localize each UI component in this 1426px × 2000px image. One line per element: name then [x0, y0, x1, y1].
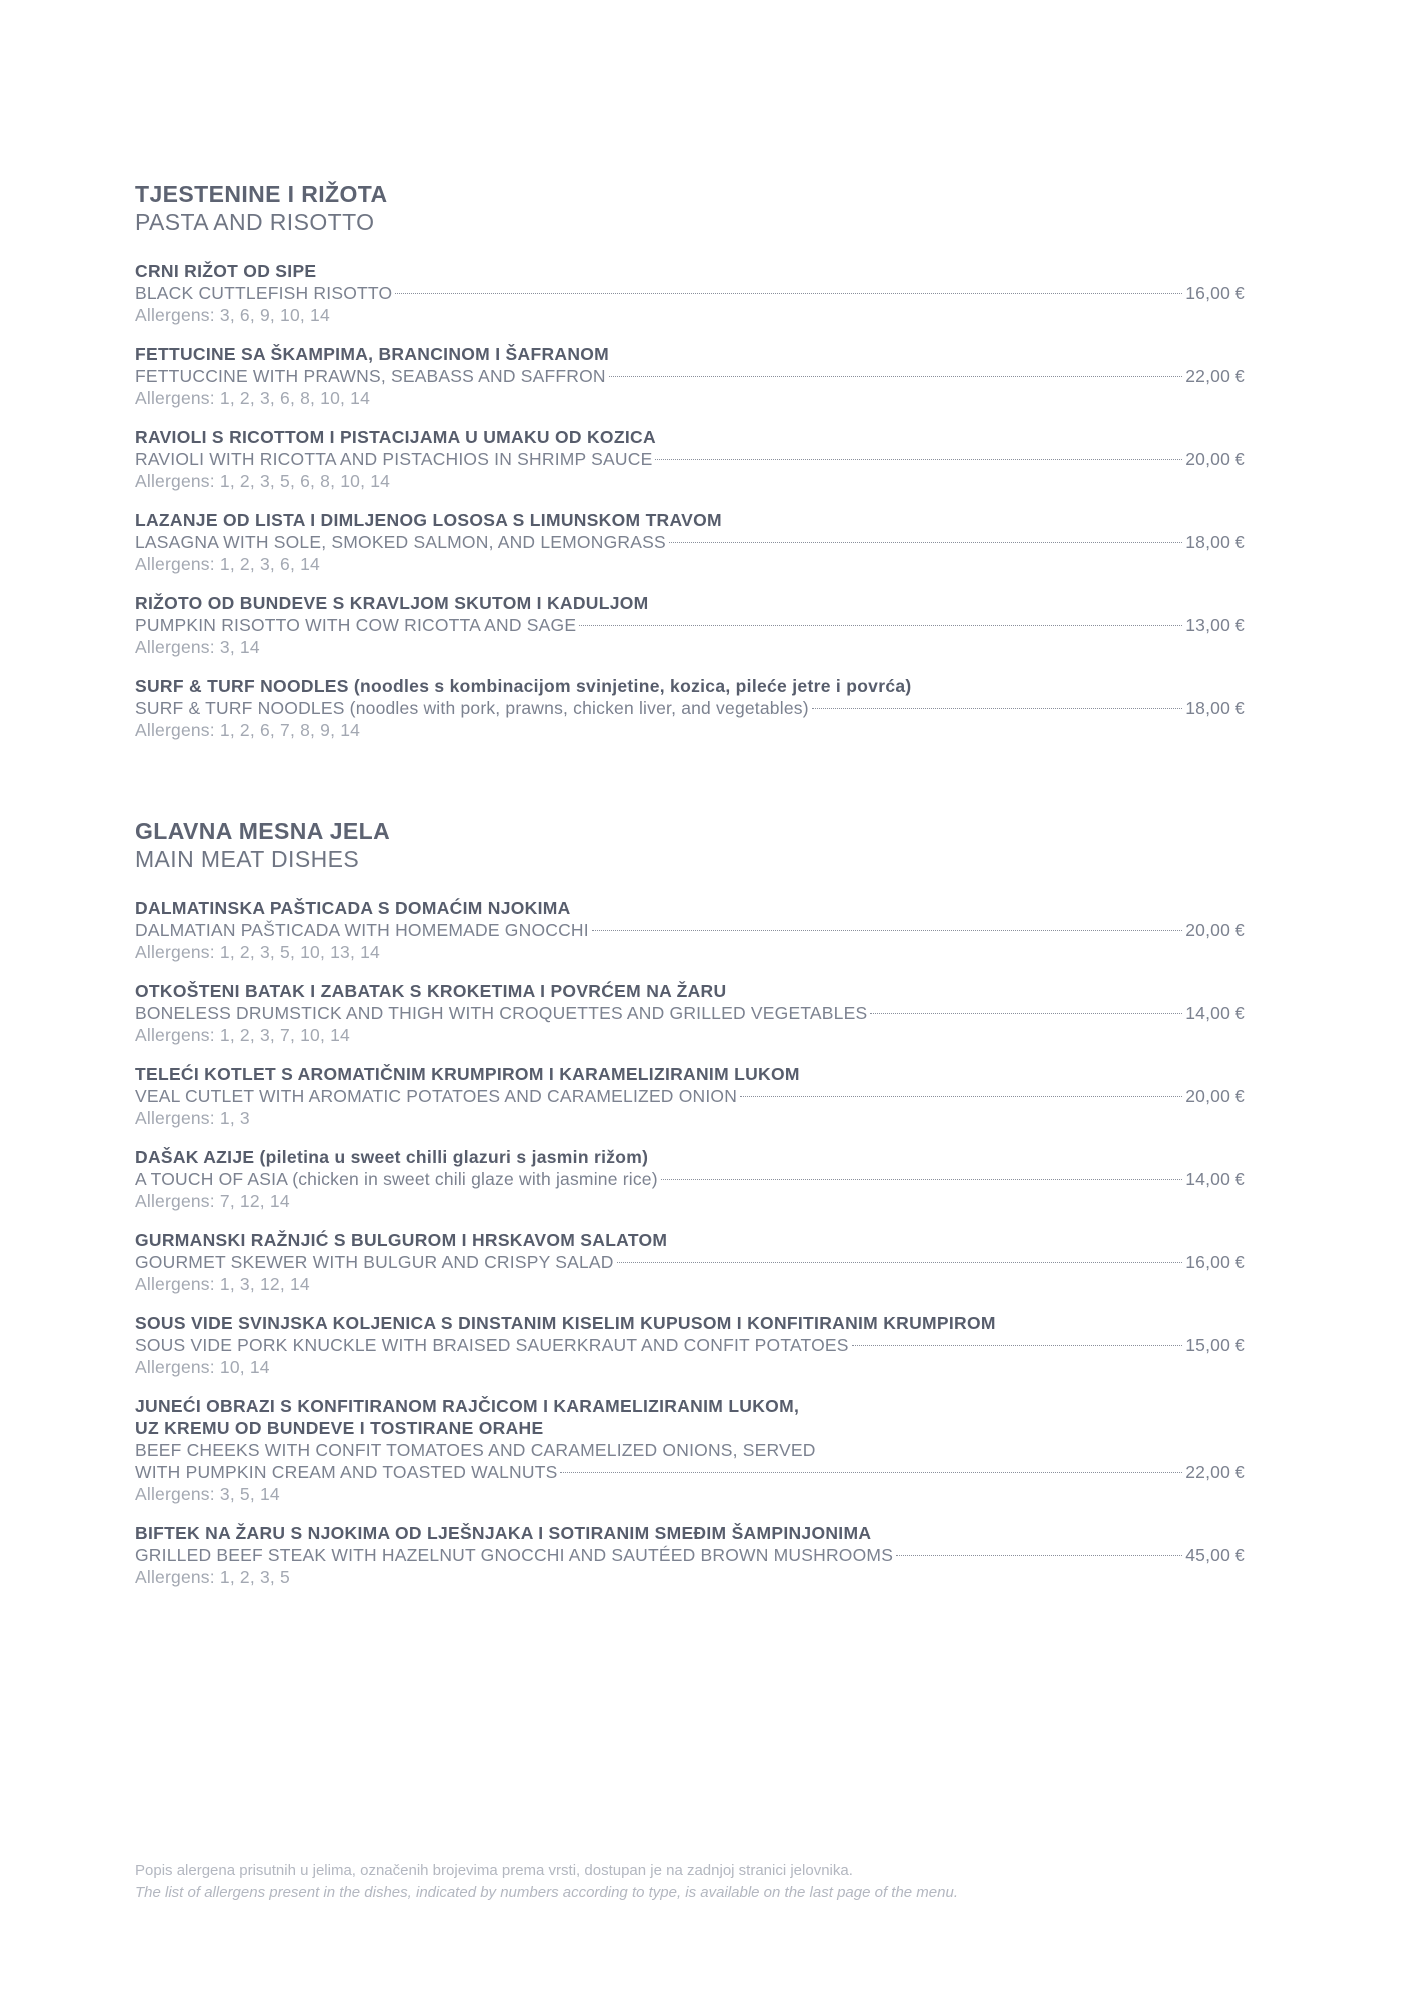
item-line	[135, 919, 1245, 941]
dot-leader	[579, 625, 1182, 626]
item-line	[135, 282, 1245, 304]
item-name-en: A TOUCH OF ASIA (chicken in sweet chili glaze with jasmine rice)	[135, 1169, 658, 1189]
item-line	[135, 697, 1245, 719]
item-price: 22,00 €	[1185, 1462, 1245, 1482]
menu-item	[135, 1395, 1245, 1505]
item-price: 14,00 €	[1185, 1169, 1245, 1189]
item-line	[135, 1168, 1245, 1190]
menu-page	[135, 180, 1245, 1605]
item-price: 13,00 €	[1185, 615, 1245, 635]
section-pasta-risotto	[135, 180, 1245, 741]
item-allergens: Allergens: 1, 2, 3, 7, 10, 14	[135, 1025, 350, 1045]
item-name-hr: SURF & TURF NOODLES (noodles s kombinacijom svinjetine, kozica, pileće jetre i povrća)	[135, 676, 912, 696]
item-name-hr: SOUS VIDE SVINJSKA KOLJENICA S DINSTANIM KISELIM KUPUSOM I KONFITIRANIM KRUMPIROM	[135, 1313, 996, 1333]
item-name-en: SURF & TURF NOODLES (noodles with pork, prawns, chicken liver, and vegetables)	[135, 698, 809, 718]
menu-item	[135, 675, 1245, 741]
item-price: 45,00 €	[1185, 1545, 1245, 1565]
item-allergens: Allergens: 1, 2, 3, 6, 8, 10, 14	[135, 388, 371, 408]
menu-item	[135, 1312, 1245, 1378]
item-name-en: VEAL CUTLET WITH AROMATIC POTATOES AND CARAMELIZED ONION	[135, 1086, 738, 1106]
section-title: TJESTENINE I RIŽOTA	[135, 181, 388, 207]
item-allergens: Allergens: 1, 3, 12, 14	[135, 1274, 310, 1294]
menu-item	[135, 1522, 1245, 1588]
item-price: 18,00 €	[1185, 698, 1245, 718]
item-allergens: Allergens: 1, 3	[135, 1108, 250, 1128]
dot-leader	[655, 459, 1182, 460]
footnote-en: The list of allergens present in the dishes, indicated by numbers according to type, is available on the last page of the menu.	[135, 1884, 958, 1901]
menu-item	[135, 426, 1245, 492]
item-name-en: PUMPKIN RISOTTO WITH COW RICOTTA AND SAGE	[135, 615, 577, 635]
item-price: 18,00 €	[1185, 532, 1245, 552]
item-line	[135, 1334, 1245, 1356]
item-line	[135, 1002, 1245, 1024]
menu-item	[135, 592, 1245, 658]
item-name-en: RAVIOLI WITH RICOTTA AND PISTACHIOS IN SHRIMP SAUCE	[135, 449, 653, 469]
item-allergens: Allergens: 3, 14	[135, 637, 260, 657]
item-line	[135, 448, 1245, 470]
item-allergens: Allergens: 1, 2, 3, 5, 10, 13, 14	[135, 942, 380, 962]
item-name-hr: RIŽOTO OD BUNDEVE S KRAVLJOM SKUTOM I KADULJOM	[135, 593, 649, 613]
item-name-hr: TELEĆI KOTLET S AROMATIČNIM KRUMPIROM I KARAMELIZIRANIM LUKOM	[135, 1064, 800, 1084]
item-name-en: GOURMET SKEWER WITH BULGUR AND CRISPY SALAD	[135, 1252, 614, 1272]
menu-item	[135, 1229, 1245, 1295]
item-name-hr: FETTUCINE SA ŠKAMPIMA, BRANCINOM I ŠAFRANOM	[135, 344, 610, 364]
item-line	[135, 531, 1245, 553]
dot-leader	[669, 542, 1182, 543]
section-subtitle: MAIN MEAT DISHES	[135, 846, 360, 872]
item-name-hr: GURMANSKI RAŽNJIĆ S BULGUROM I HRSKAVOM SALATOM	[135, 1230, 668, 1250]
item-allergens: Allergens: 1, 2, 3, 5, 6, 8, 10, 14	[135, 471, 391, 491]
item-name-hr: DAŠAK AZIJE (piletina u sweet chilli glazuri s jasmin rižom)	[135, 1147, 649, 1167]
item-name-hr: OTKOŠTENI BATAK I ZABATAK S KROKETIMA I POVRĆEM NA ŽARU	[135, 981, 727, 1001]
dot-leader	[896, 1555, 1182, 1556]
dot-leader	[661, 1179, 1182, 1180]
item-price: 15,00 €	[1185, 1335, 1245, 1355]
section-main-meat-dishes	[135, 817, 1245, 1588]
item-allergens: Allergens: 7, 12, 14	[135, 1191, 290, 1211]
menu-item	[135, 509, 1245, 575]
item-price: 16,00 €	[1185, 1252, 1245, 1272]
item-name-hr: JUNEĆI OBRAZI S KONFITIRANOM RAJČICOM I KARAMELIZIRANIM LUKOM,	[135, 1396, 800, 1416]
item-name-hr-line2: UZ KREMU OD BUNDEVE I TOSTIRANE ORAHE	[135, 1418, 544, 1438]
item-allergens: Allergens: 10, 14	[135, 1357, 270, 1377]
item-line	[135, 614, 1245, 636]
section-subtitle: PASTA AND RISOTTO	[135, 209, 375, 235]
item-line	[135, 1461, 1245, 1483]
item-line	[135, 1085, 1245, 1107]
item-name-hr: DALMATINSKA PAŠTICADA S DOMAĆIM NJOKIMA	[135, 898, 571, 918]
dot-leader	[617, 1262, 1183, 1263]
menu-item	[135, 980, 1245, 1046]
item-name-en: GRILLED BEEF STEAK WITH HAZELNUT GNOCCHI AND SAUTÉED BROWN MUSHROOMS	[135, 1545, 894, 1565]
item-line	[135, 1251, 1245, 1273]
item-name-en: FETTUCCINE WITH PRAWNS, SEABASS AND SAFFRON	[135, 366, 606, 386]
item-allergens: Allergens: 1, 2, 6, 7, 8, 9, 14	[135, 720, 361, 740]
section-title: GLAVNA MESNA JELA	[135, 818, 391, 844]
item-name-en: BEEF CHEEKS WITH CONFIT TOMATOES AND CARAMELIZED ONIONS, SERVED	[135, 1440, 816, 1460]
footnote-hr: Popis alergena prisutnih u jelima, označenih brojevima prema vrsti, dostupan je na zadnjoj stranici jelovnika.	[135, 1862, 853, 1879]
dot-leader	[609, 376, 1182, 377]
item-name-hr: CRNI RIŽOT OD SIPE	[135, 261, 317, 281]
dot-leader	[812, 708, 1182, 709]
item-name-hr: RAVIOLI S RICOTTOM I PISTACIJAMA U UMAKU OD KOZICA	[135, 427, 656, 447]
item-name-en: SOUS VIDE PORK KNUCKLE WITH BRAISED SAUERKRAUT AND CONFIT POTATOES	[135, 1335, 849, 1355]
item-name-hr: LAZANJE OD LISTA I DIMLJENOG LOSOSA S LIMUNSKOM TRAVOM	[135, 510, 722, 530]
allergen-footnote	[135, 1860, 958, 1904]
item-allergens: Allergens: 3, 6, 9, 10, 14	[135, 305, 330, 325]
item-name-en: BLACK CUTTLEFISH RISOTTO	[135, 283, 393, 303]
item-name-en: LASAGNA WITH SOLE, SMOKED SALMON, AND LEMONGRASS	[135, 532, 666, 552]
item-price: 14,00 €	[1185, 1003, 1245, 1023]
dot-leader	[395, 293, 1182, 294]
item-allergens: Allergens: 3, 5, 14	[135, 1484, 280, 1504]
menu-item	[135, 897, 1245, 963]
item-price: 20,00 €	[1185, 1086, 1245, 1106]
item-line	[135, 1544, 1245, 1566]
item-name-hr: BIFTEK NA ŽARU S NJOKIMA OD LJEŠNJAKA I SOTIRANIM SMEĐIM ŠAMPINJONIMA	[135, 1523, 872, 1543]
dot-leader	[740, 1096, 1182, 1097]
item-price: 20,00 €	[1185, 920, 1245, 940]
item-line	[135, 365, 1245, 387]
item-name-en-line2: WITH PUMPKIN CREAM AND TOASTED WALNUTS	[135, 1462, 558, 1482]
dot-leader	[852, 1345, 1183, 1346]
item-name-en: BONELESS DRUMSTICK AND THIGH WITH CROQUETTES AND GRILLED VEGETABLES	[135, 1003, 868, 1023]
item-price: 20,00 €	[1185, 449, 1245, 469]
dot-leader	[592, 930, 1182, 931]
menu-item	[135, 1146, 1245, 1212]
menu-item	[135, 343, 1245, 409]
item-allergens: Allergens: 1, 2, 3, 5	[135, 1567, 290, 1587]
item-name-en: DALMATIAN PAŠTICADA WITH HOMEMADE GNOCCHI	[135, 920, 589, 940]
dot-leader	[560, 1472, 1182, 1473]
item-price: 22,00 €	[1185, 366, 1245, 386]
menu-item	[135, 260, 1245, 326]
item-allergens: Allergens: 1, 2, 3, 6, 14	[135, 554, 320, 574]
item-line	[135, 1439, 1245, 1461]
menu-item	[135, 1063, 1245, 1129]
dot-leader	[870, 1013, 1182, 1014]
item-price: 16,00 €	[1185, 283, 1245, 303]
